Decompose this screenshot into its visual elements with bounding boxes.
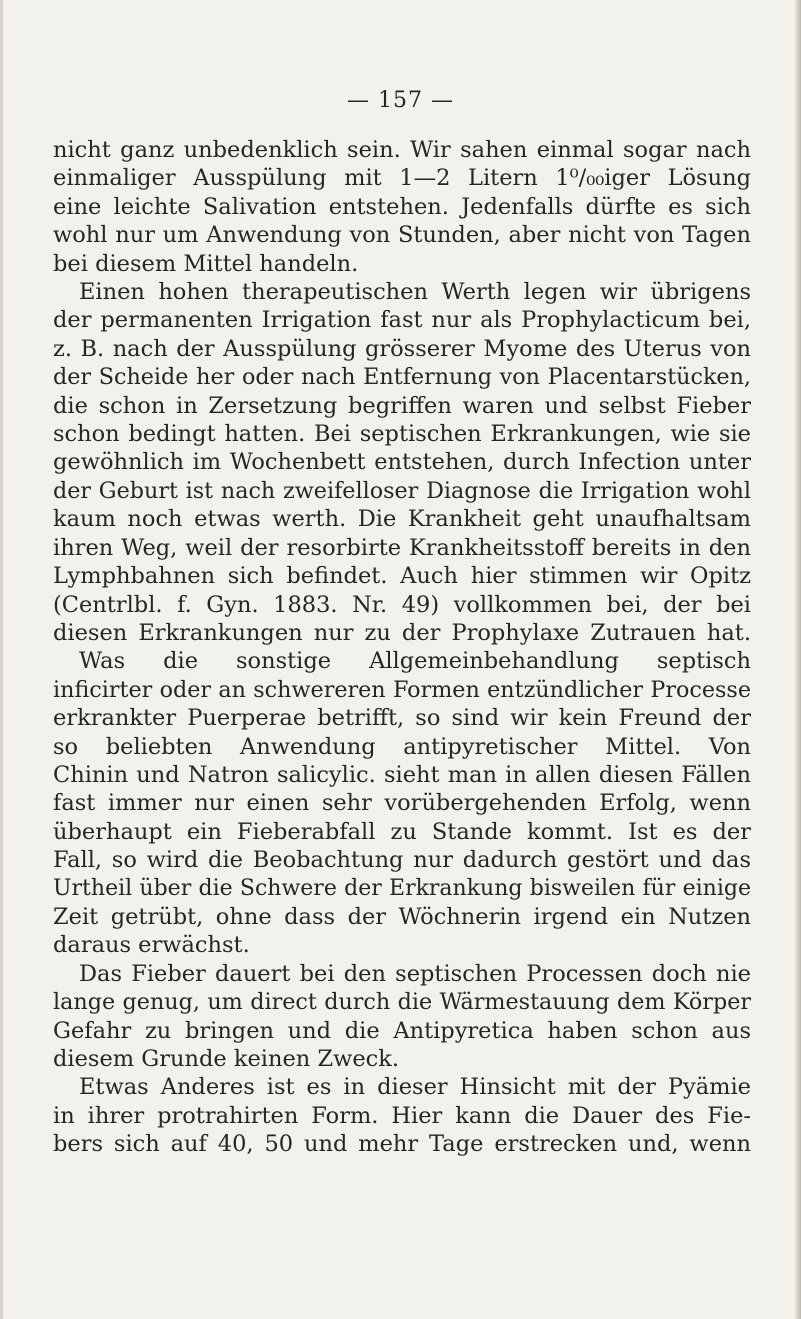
text-line: Chinin und Natron salicylic. sieht man in allen diesen Fällen: [53, 761, 751, 788]
text-line: daraus erwächst.: [53, 932, 250, 959]
text-line: der Scheide her oder nach Entfernung von Placentarstücken,: [53, 364, 751, 391]
text-line: nicht ganz unbedenklich sein. Wir sahen einmal sogar nach: [53, 137, 751, 163]
text-line: wohl nur um Anwendung von Stunden, aber nicht von Tagen: [53, 222, 751, 249]
text-line: Lymphbahnen sich befindet. Auch hier stimmen wir Opitz: [53, 563, 751, 590]
text-line: kaum noch etwas werth. Die Krankheit geht unaufhaltsam: [53, 506, 751, 533]
text-line: (Centrlbl. f. Gyn. 1883. Nr. 49) vollkommen bei, der bei: [53, 591, 751, 618]
text-line: Einen hohen therapeutischen Werth legen wir übrigens: [79, 279, 751, 306]
text-line: überhaupt ein Fieberabfall zu Stande kommt. Ist es der: [53, 818, 751, 845]
text-line: lange genug, um direct durch die Wärmestauung dem Körper: [53, 989, 751, 1016]
page-left-edge: [0, 0, 3, 1319]
text-line: Was die sonstige Allgemeinbehandlung septisch: [79, 648, 751, 675]
text-line: einmaliger Ausspülung mit 1—2 Litern 1⁰/₀₀iger Lösung: [53, 165, 751, 192]
paragraph: [53, 278, 751, 647]
text-line: gewöhnlich im Wochenbett entstehen, durch Infection unter: [53, 449, 751, 476]
text-line: Urtheil über die Schwere der Erkrankung bisweilen für einige: [53, 875, 751, 901]
text-line: erkrankter Puerperae betrifft, so sind wir kein Freund der: [53, 705, 751, 732]
text-line: schon bedingt hatten. Bei septischen Erkrankungen, wie sie: [53, 421, 751, 448]
text-line: diesen Erkrankungen nur zu der Prophylaxe Zutrauen hat.: [53, 619, 751, 646]
text-line: bers sich auf 40, 50 und mehr Tage erstrecken und, wenn: [53, 1131, 751, 1158]
text-line: inficirter oder an schwereren Formen entzündlicher Processe: [53, 676, 751, 703]
text-line: die schon in Zersetzung begriffen waren und selbst Fieber: [53, 392, 751, 419]
text-line: Das Fieber dauert bei den septischen Processen doch nie: [79, 960, 751, 987]
paragraph: [53, 647, 751, 959]
text-line: in ihrer protrahirten Form. Hier kann die Dauer des Fie-: [53, 1102, 751, 1129]
text-line: Gefahr zu bringen und die Antipyretica haben schon aus: [53, 1017, 751, 1044]
text-line: ihren Weg, weil der resorbirte Krankheitsstoff bereits in den: [53, 534, 751, 561]
paragraph: [53, 136, 751, 278]
text-line: der Geburt ist nach zweifelloser Diagnose die Irrigation wohl: [53, 477, 751, 504]
paragraph: [53, 1073, 751, 1158]
text-line: Fall, so wird die Beobachtung nur dadurch gestört und das: [53, 847, 751, 874]
page-right-edge: [795, 0, 801, 1319]
text-line: der permanenten Irrigation fast nur als Prophylacticum bei,: [53, 307, 751, 334]
body-text: [53, 136, 751, 1159]
text-line: Zeit getrübt, ohne dass der Wöchnerin irgend ein Nutzen: [53, 903, 751, 930]
text-line: eine leichte Salivation entstehen. Jedenfalls dürfte es sich: [53, 193, 751, 220]
paragraph: [53, 960, 751, 1074]
page-number: — 157 —: [347, 88, 454, 113]
text-line: so beliebten Anwendung antipyretischer Mittel. Von: [53, 733, 751, 760]
text-line: fast immer nur einen sehr vorübergehenden Erfolg, wenn: [53, 790, 751, 817]
text-line: bei diesem Mittel handeln.: [53, 250, 359, 277]
text-line: diesem Grunde keinen Zweck.: [53, 1046, 400, 1072]
text-line: Etwas Anderes ist es in dieser Hinsicht mit der Pyämie: [79, 1074, 751, 1101]
text-line: z. B. nach der Ausspülung grösserer Myome des Uterus von: [53, 335, 751, 362]
